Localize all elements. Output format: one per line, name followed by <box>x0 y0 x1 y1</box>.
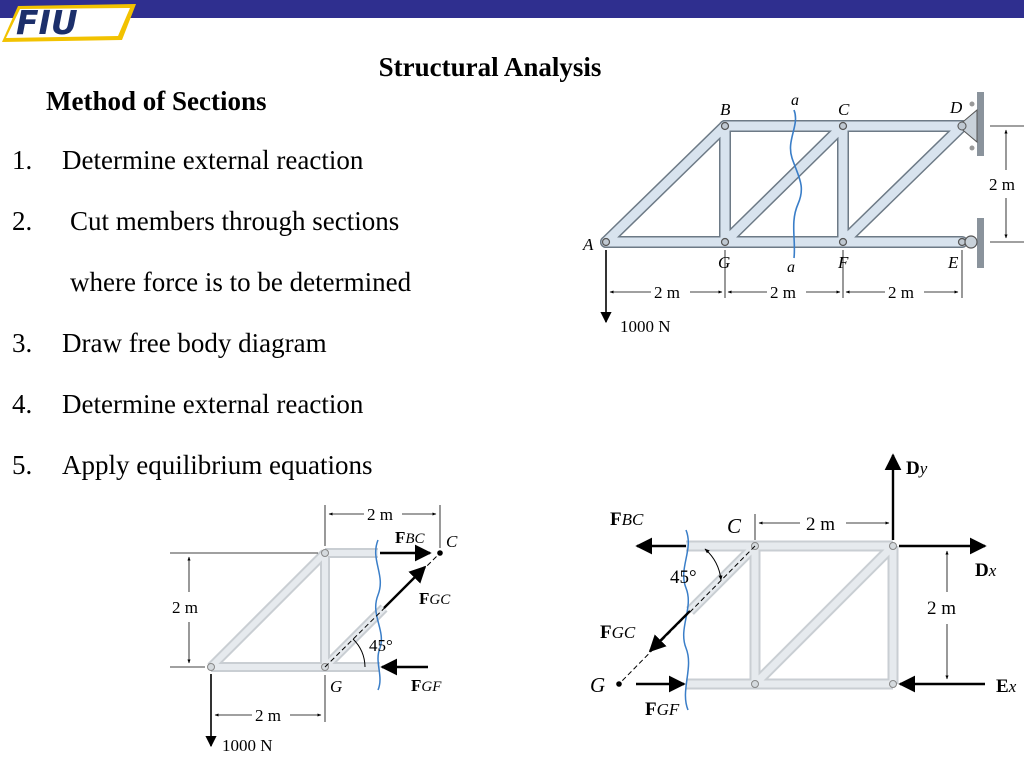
fbd-right-fbc-label: FBC <box>610 509 644 530</box>
fbd-left-dim-top: 2 m <box>367 505 393 524</box>
load-label: 1000 N <box>620 317 671 336</box>
step-4: 4. Determine external reaction <box>12 389 364 419</box>
fbd-right-fgf-label: FGF <box>645 699 680 720</box>
fbd-right-dim-top: 2 m <box>806 514 836 535</box>
node-e-label: E <box>948 253 959 272</box>
fbd-right-node-c: C <box>727 514 742 538</box>
section-label-top: a <box>791 92 799 109</box>
section-label-bottom: a <box>787 259 795 276</box>
node-d-label: D <box>950 98 963 117</box>
fbd-right-ex-label: Ex <box>996 676 1017 697</box>
slide-title: Structural Analysis <box>378 52 602 82</box>
node-b-label: B <box>720 100 731 119</box>
fbd-left-node-g: G <box>330 677 343 696</box>
fbd-left-angle: 45° <box>369 636 393 655</box>
svg-text:FIU: FIU <box>16 3 78 42</box>
step-1: 1. Determine external reaction <box>12 145 364 175</box>
dim-ag: 2 m <box>654 283 680 302</box>
node-c-label: C <box>838 100 850 119</box>
step-2-continued: where force is to be determined <box>70 267 412 297</box>
node-f-label: F <box>838 253 849 272</box>
fbd-right-dim-height: 2 m <box>927 598 957 619</box>
node-a-label: A <box>583 235 594 254</box>
step-5: 5. Apply equilibrium equations <box>12 450 373 480</box>
step-3: 3. Draw free body diagram <box>12 328 327 358</box>
dim-fe: 2 m <box>888 283 914 302</box>
fbd-left-load: 1000 N <box>222 736 273 755</box>
fbd-left-fgf-label: FGF <box>411 676 442 695</box>
node-g-label: G <box>718 253 731 272</box>
fbd-left-fbc-label: FBC <box>395 528 425 547</box>
step-2: 2. Cut members through sections <box>12 206 400 236</box>
slide-subtitle: Method of Sections <box>46 86 267 116</box>
fbd-left-node-c: C <box>446 532 458 551</box>
fbd-left-fgc-label: FGC <box>419 589 451 608</box>
fbd-right-node-g: G <box>590 673 606 697</box>
fbd-right-angle: 45° <box>670 567 697 588</box>
dim-height: 2 m <box>989 175 1015 194</box>
fbd-left-dim-bottom: 2 m <box>255 706 281 725</box>
fbd-right-dx-label: Dx <box>975 560 997 581</box>
dim-gf: 2 m <box>770 283 796 302</box>
fbd-right-fgc-label: FGC <box>600 622 636 643</box>
fbd-right-dy-label: Dy <box>906 458 928 479</box>
fbd-left-dim-height: 2 m <box>172 598 198 617</box>
